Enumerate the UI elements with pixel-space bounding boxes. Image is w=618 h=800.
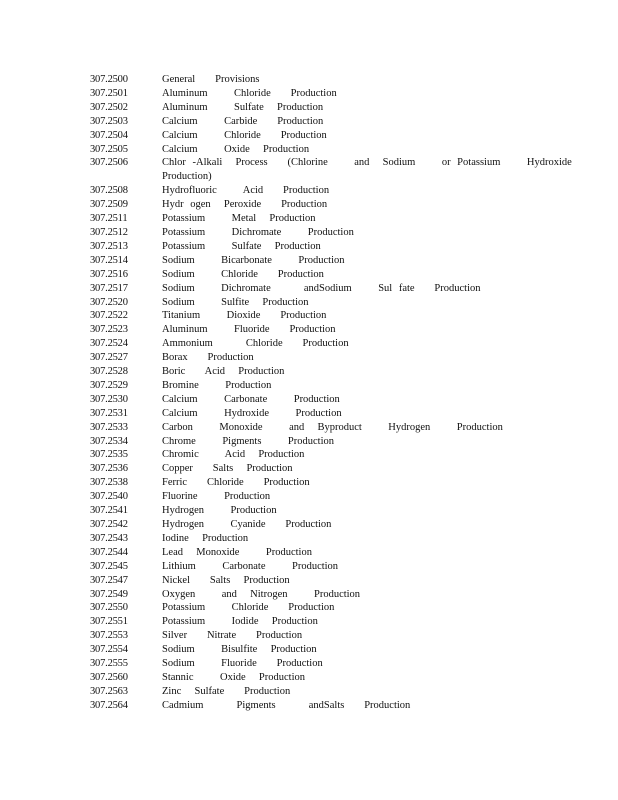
list-item — [90, 393, 570, 407]
list-item — [90, 615, 570, 629]
list-item — [90, 268, 570, 282]
section-title: Potassium Iodide Production — [162, 616, 318, 628]
list-item — [90, 407, 570, 421]
section-number: 307.2540 — [90, 491, 128, 503]
section-number: 307.2508 — [90, 185, 128, 197]
section-title: Bromine Production — [162, 379, 272, 391]
list-item — [90, 282, 570, 296]
list-item — [90, 560, 570, 574]
list-item — [90, 254, 570, 268]
section-title: Hydrofluoric Acid Production — [162, 185, 330, 197]
list-item — [90, 546, 570, 560]
section-number: 307.2555 — [90, 658, 128, 670]
section-number: 307.2522 — [90, 310, 128, 322]
section-title: Chrome Pigments Production — [162, 435, 334, 447]
list-item — [90, 421, 570, 435]
section-title: Sodium Dichromate andSodium Sul fate Production — [162, 282, 481, 294]
section-number: 307.2527 — [90, 352, 128, 364]
section-number: 307.2502 — [90, 101, 128, 113]
section-title: Fluorine Production — [162, 491, 271, 503]
list-item — [90, 129, 570, 143]
section-number: 307.2547 — [90, 574, 128, 586]
section-title: Potassium Metal Production — [162, 213, 316, 225]
list-item — [90, 490, 570, 504]
section-number: 307.2516 — [90, 268, 128, 280]
section-title: Boric Acid Production — [162, 366, 285, 378]
list-item — [90, 73, 570, 87]
list-item — [90, 448, 570, 462]
section-title: Lead Monoxide Production — [162, 546, 312, 558]
section-number: 307.2549 — [90, 588, 128, 600]
section-title: Sodium Bicarbonate Production — [162, 254, 345, 266]
section-number: 307.2531 — [90, 407, 128, 419]
list-item — [90, 365, 570, 379]
section-number: 307.2533 — [90, 421, 128, 433]
section-number: 307.2520 — [90, 296, 128, 308]
section-number: 307.2551 — [90, 616, 128, 628]
list-item — [90, 574, 570, 588]
section-title: Calcium Carbonate Production — [162, 393, 340, 405]
section-title: Hydrogen Cyanide Production — [162, 519, 332, 530]
list-item — [90, 296, 570, 310]
section-title: Borax Production — [162, 352, 254, 364]
list-item — [90, 351, 570, 365]
list-item — [90, 699, 570, 713]
section-title: Aluminum Fluoride Production — [162, 324, 336, 336]
section-number: 307.2517 — [90, 282, 128, 294]
list-item — [90, 309, 570, 323]
section-number: 307.2528 — [90, 366, 128, 378]
section-title: Iodine Production — [162, 532, 249, 544]
section-number: 307.2506 — [90, 157, 128, 169]
section-number: 307.2538 — [90, 477, 128, 489]
section-title: Calcium Oxide Production — [162, 143, 310, 155]
list-item — [90, 462, 570, 476]
list-item — [90, 504, 570, 518]
section-title: General Provisions — [162, 74, 260, 85]
section-number: 307.2524 — [90, 338, 128, 350]
section-number: 307.2529 — [90, 379, 128, 391]
section-number: 307.2504 — [90, 129, 128, 141]
section-number: 307.2543 — [90, 532, 128, 544]
section-title: Chlor -Alkali Process (Chlorine and Sodium or Potassium Hydroxide Production) — [162, 157, 572, 183]
list-item — [90, 115, 570, 129]
section-number: 307.2530 — [90, 393, 128, 405]
section-number: 307.2501 — [90, 87, 128, 99]
section-title: Silver Nitrate Production — [162, 630, 303, 642]
section-number: 307.2511 — [90, 213, 128, 225]
section-title: Chromic Acid Production — [162, 449, 305, 461]
list-item — [90, 629, 570, 643]
section-title: Hydrogen Production — [162, 505, 277, 517]
section-number: 307.2564 — [90, 699, 128, 711]
list-item — [90, 143, 570, 157]
list-item — [90, 435, 570, 449]
section-number: 307.2523 — [90, 324, 128, 336]
list-item — [90, 532, 570, 546]
section-number: 307.2534 — [90, 435, 128, 447]
section-title: Potassium Chloride Production — [162, 602, 335, 614]
section-title: Stannic Oxide Production — [162, 671, 305, 683]
list-item — [90, 240, 570, 254]
section-number: 307.2509 — [90, 199, 128, 211]
list-item — [90, 184, 570, 198]
section-number: 307.2536 — [90, 463, 128, 475]
section-title: Carbon Monoxide and Byproduct Hydrogen Production — [162, 421, 503, 433]
list-item — [90, 518, 570, 532]
section-number: 307.2553 — [90, 630, 128, 642]
section-number: 307.2541 — [90, 505, 128, 517]
section-title: Calcium Hydroxide Production — [162, 407, 342, 419]
section-title: Sodium Sulfite Production — [162, 296, 309, 308]
section-number: 307.2513 — [90, 240, 128, 252]
section-title: Copper Salts Production — [162, 463, 293, 475]
section-title: Hydr ogen Peroxide Production — [162, 199, 328, 211]
section-number: 307.2563 — [90, 685, 128, 697]
list-item — [90, 323, 570, 337]
section-number: 307.2550 — [90, 602, 128, 614]
section-number: 307.2560 — [90, 671, 128, 683]
section-title: Ferric Chloride Production — [162, 477, 310, 489]
list-item — [90, 476, 570, 490]
section-number: 307.2512 — [90, 226, 128, 238]
section-number: 307.2505 — [90, 143, 128, 155]
section-number: 307.2535 — [90, 449, 128, 461]
section-number: 307.2542 — [90, 519, 128, 530]
list-item — [90, 379, 570, 393]
section-title: Potassium Dichromate Production — [162, 226, 354, 238]
list-item — [90, 588, 570, 602]
list-item — [90, 671, 570, 685]
section-title: Ammonium Chloride Production — [162, 338, 349, 350]
list-item — [90, 226, 570, 240]
section-list — [90, 73, 570, 713]
section-title: Sodium Fluoride Production — [162, 658, 323, 670]
list-item — [90, 156, 570, 184]
section-number: 307.2503 — [90, 115, 128, 127]
section-number: 307.2554 — [90, 644, 128, 656]
section-title: Nickel Salts Production — [162, 574, 290, 586]
section-title: Potassium Sulfate Production — [162, 240, 321, 252]
section-title: Sodium Bisulfite Production — [162, 644, 317, 656]
section-title: Cadmium Pigments andSalts Production — [162, 699, 411, 711]
list-item — [90, 643, 570, 657]
section-title: Titanium Dioxide Production — [162, 310, 327, 322]
section-number: 307.2500 — [90, 74, 128, 85]
list-item — [90, 657, 570, 671]
list-item — [90, 198, 570, 212]
section-title: Sodium Chloride Production — [162, 268, 324, 280]
list-item — [90, 87, 570, 101]
section-number: 307.2514 — [90, 254, 128, 266]
list-item — [90, 212, 570, 226]
section-title: Calcium Carbide Production — [162, 115, 324, 127]
section-number: 307.2545 — [90, 560, 128, 572]
section-title: Zinc Sulfate Production — [162, 685, 291, 697]
section-title: Oxygen and Nitrogen Production — [162, 588, 361, 600]
list-item — [90, 337, 570, 351]
list-item — [90, 601, 570, 615]
section-number: 307.2544 — [90, 546, 128, 558]
list-item — [90, 685, 570, 699]
section-title: Calcium Chloride Production — [162, 129, 327, 141]
section-title: Lithium Carbonate Production — [162, 560, 339, 572]
list-item — [90, 101, 570, 115]
section-title: Aluminum Sulfate Production — [162, 101, 324, 113]
section-title: Aluminum Chloride Production — [162, 87, 337, 99]
